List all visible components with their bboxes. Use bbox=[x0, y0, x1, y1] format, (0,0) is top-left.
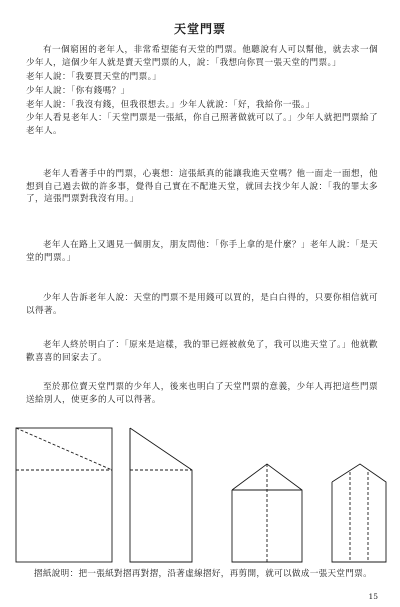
diagram-4-house-strips bbox=[332, 464, 386, 562]
paragraph-2: 老年人說：「我要買天堂的門票。」 bbox=[26, 72, 162, 82]
diagram-1-sheet bbox=[16, 428, 112, 562]
paragraph-3: 少年人說：「你有錢嗎？」 bbox=[26, 86, 130, 96]
paragraph-7: 老年人看著手中的門票，心裏想：這張紙真的能讓我進天堂嗎？他一面走一面想，他想到自己過去做的許多事，覺得自己實在不配進天堂，就回去找少年人說：「我的罪太多了，這張門票對我沒有用。」 bbox=[26, 169, 378, 205]
figure-caption: 摺紙說明：把一張紙對摺再對摺，沿著虛線摺好，再剪開，就可以做成一張天堂門票。 bbox=[34, 569, 372, 579]
diagram-3-house bbox=[232, 464, 302, 562]
diagram-2-folded bbox=[130, 428, 192, 562]
paragraph-10: 老年人終於明白了：「原來是這樣，我的罪已經被赦免了，我可以進天堂了。」他就歡歡喜喜的回家去了。 bbox=[26, 340, 378, 363]
paragraph-5: 少年人看見老年人：「天堂門票是一張紙，你自己照著做就可以了。」少年人就把門票給了老年人。 bbox=[26, 113, 378, 136]
page-title: 天堂門票 bbox=[173, 22, 226, 36]
folding-diagrams bbox=[10, 412, 390, 582]
paragraph-1: 有一個窮困的老年人，非常希望能有天堂的門票。他聽說有人可以幫他，就去求一個少年人，這個少年人就是賣天堂門票的人，說：「我想向你買一張天堂的門票。」 bbox=[26, 45, 378, 68]
paragraph-9: 少年人告訴老年人說：天堂的門票不是用錢可以買的，是白白得的，只要你相信就可以得著。 bbox=[26, 293, 378, 316]
paragraph-11: 至於那位賣天堂門票的少年人，後來也明白了天堂門票的意義，少年人再把這些門票送給別人，使更多的人可以得著。 bbox=[26, 382, 378, 405]
page-number: 15 bbox=[368, 592, 378, 601]
paragraph-4: 老年人說：「我沒有錢，但我很想去。」少年人就說：「好，我給你一張。」 bbox=[26, 100, 315, 110]
paragraph-8: 老年人在路上又遇見一個朋友，朋友問他：「你手上拿的是什麼？」老年人說：「是天堂的門票。」 bbox=[26, 240, 378, 263]
